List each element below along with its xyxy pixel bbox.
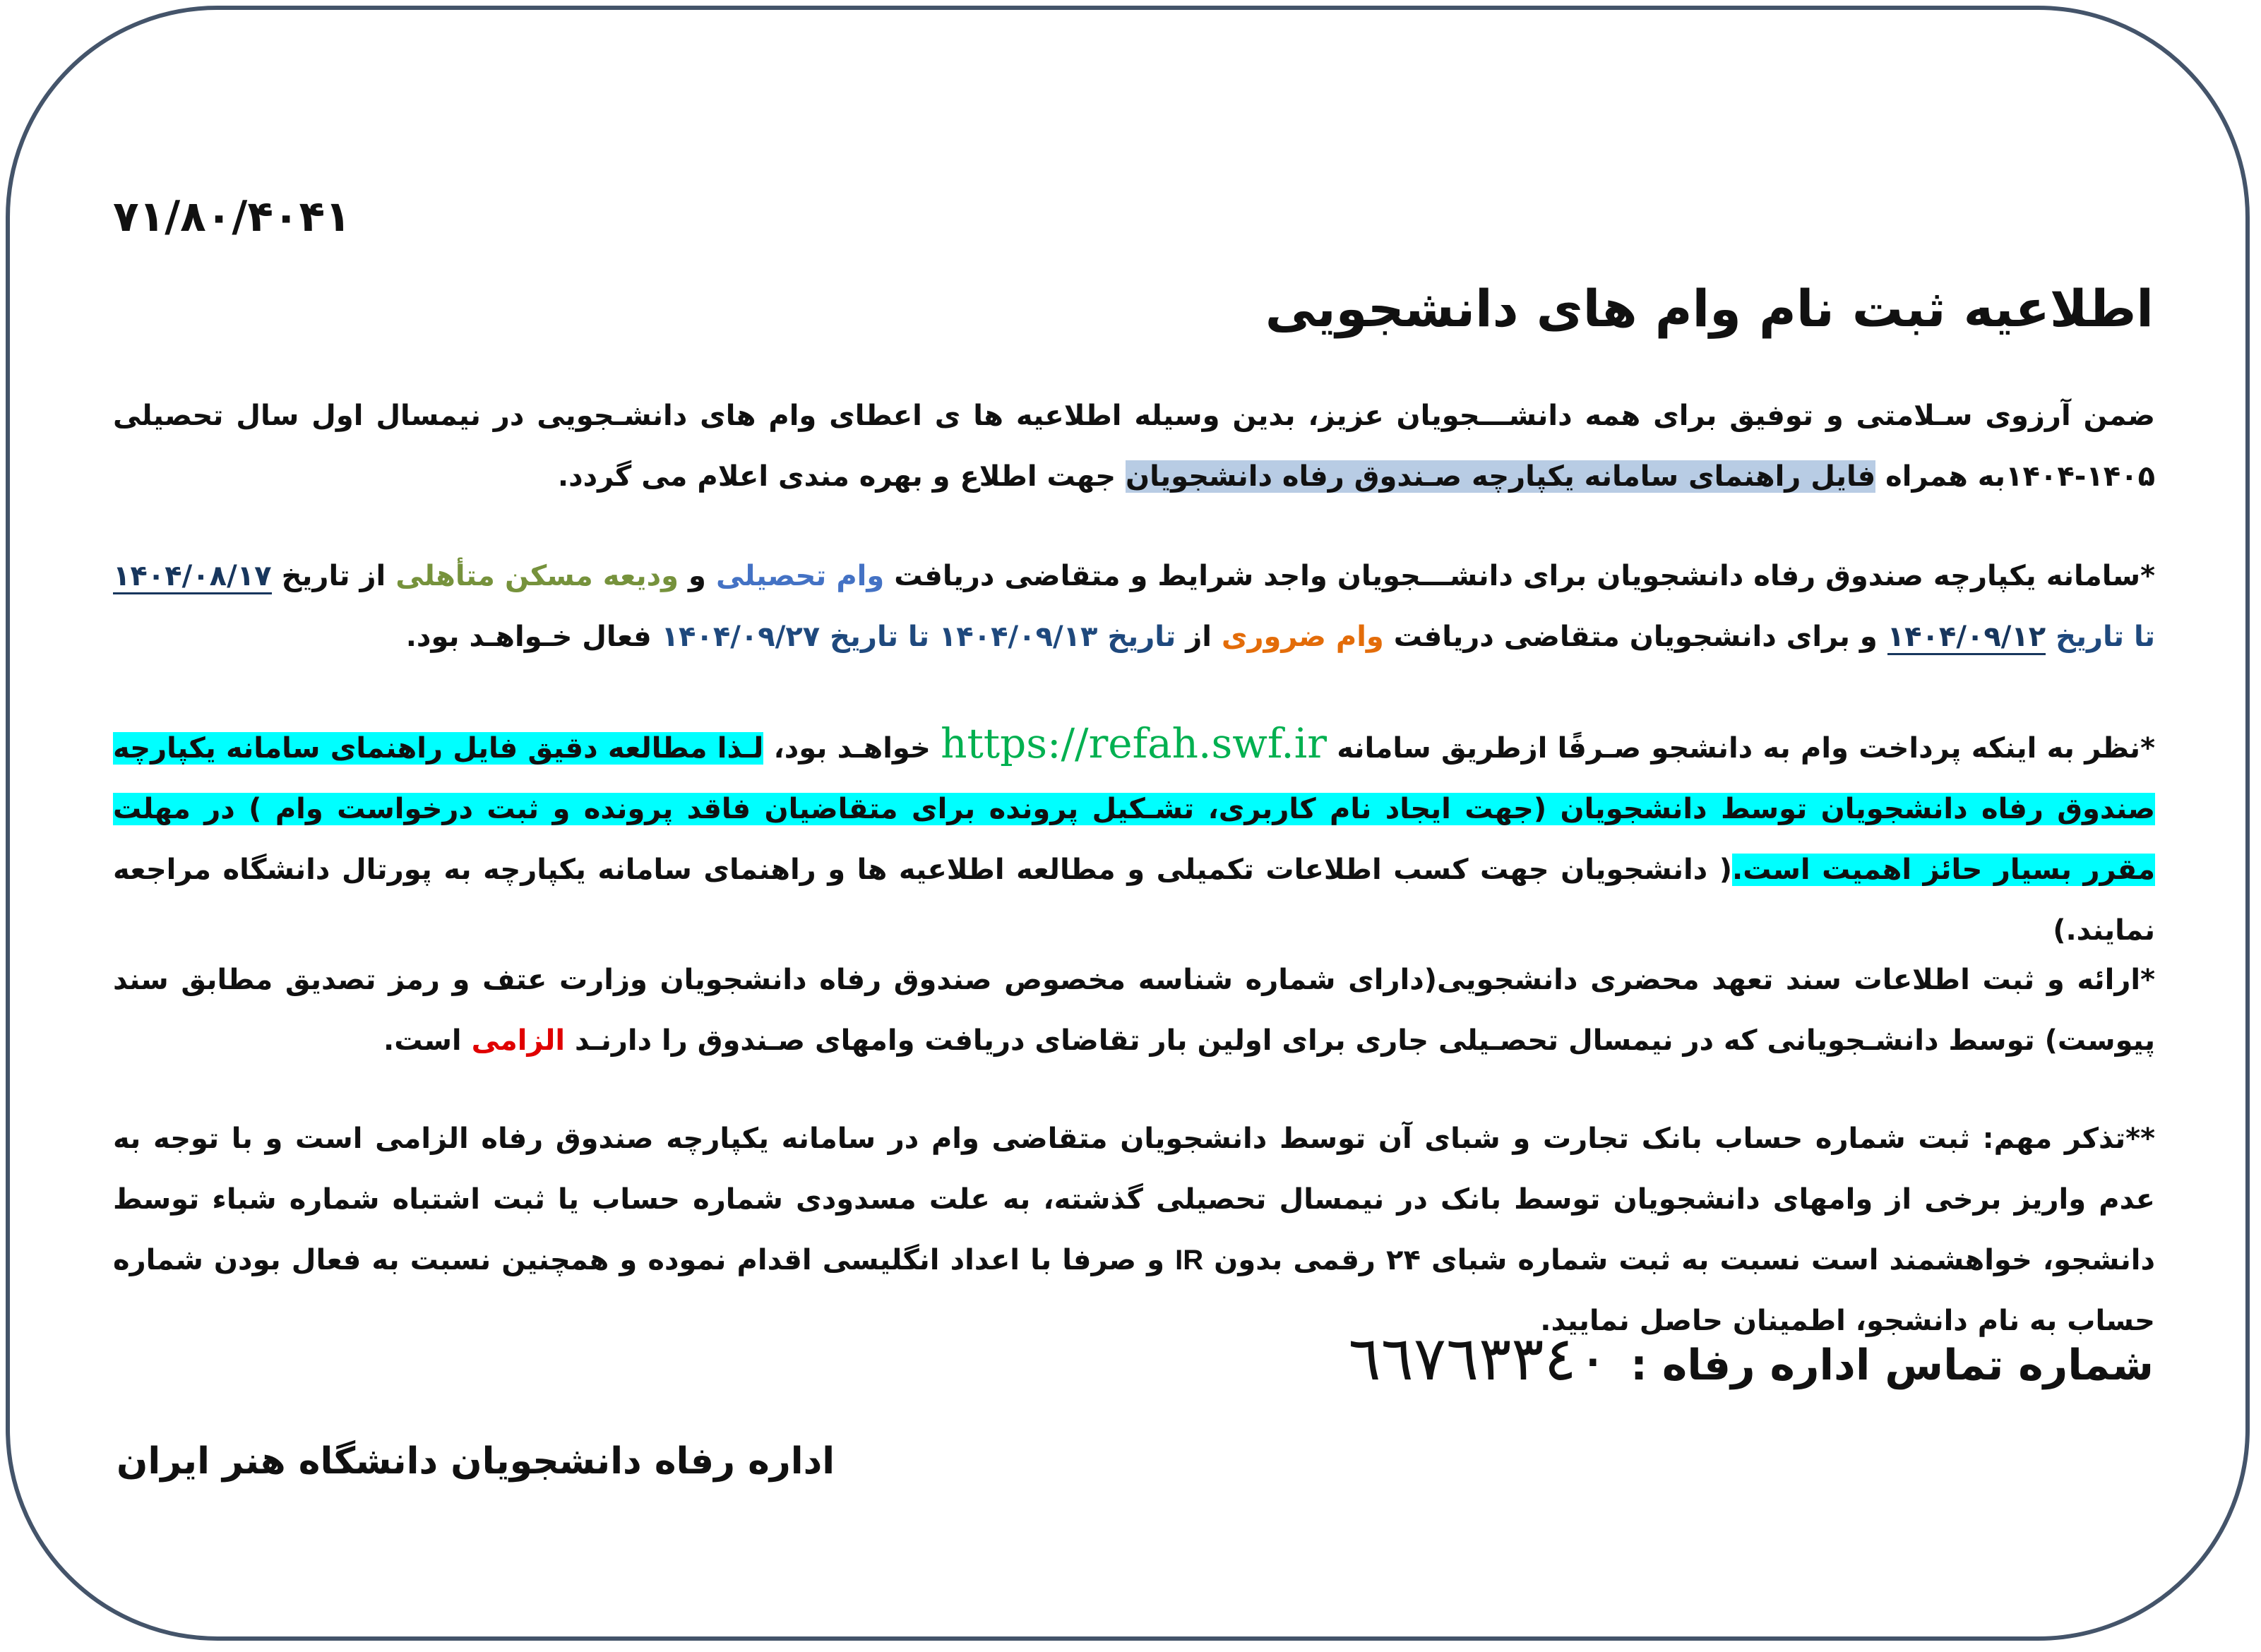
dates-text-from-2: از — [1176, 621, 1222, 653]
intro-text-end: جهت اطلاع و بهره مندی اعلام می گردد. — [557, 460, 1126, 493]
intro-paragraph — [113, 385, 2155, 507]
note-text-end: و صرفا با اعداد انگلیسی اقدام نموده و همچنین نسبت به فعال بودن شماره حساب به نام دانشجو، اطمینان حاصل نمایید. — [113, 1244, 2155, 1337]
announcement-title: اطلاعیه ثبت نام وام های دانشجویی — [1265, 279, 2154, 338]
ir-prefix: IR — [1175, 1245, 1204, 1276]
notary-text: *ارائه و ثبت اطلاعات سند تعهد محضری دانشجویی(دارای شماره شناسه مخصوص صندوق رفاه دانشجویان وزارت عتف و رمز تصدیق مطابق سند پیوست) توسط دانشـجویانی که در نیمسال تحصـیلی جاری برای اولین بار تقاضای دریافت وامهای صـندوق را دارنـد — [113, 964, 2155, 1057]
housing-deposit-label: ودیعه مسکن متأهلی — [395, 560, 679, 592]
announcement-date: ۱۴۰۴/۰۸/۱۷ — [113, 192, 351, 241]
phone-number: ٦٦٧٦٣٣٤٠ — [1348, 1324, 1609, 1394]
end-date: ۱۴۰۴/۰۹/۱۲ — [1887, 621, 2046, 655]
dates-text: *سامانه یکپارچه صندوق رفاه دانشجویان برای دانشـــجویان واجد شرایط و متقاضی دریافت — [884, 560, 2156, 592]
dates-text-and: و — [679, 560, 716, 592]
intro-text: ضمن آرزوی سـلامتی و توفیق برای همه دانشـــجویان عزیز، بدین وسیله اطلاعیه ها ی اعطای وام های دانشـجویی در نیمسال اول سال تحصیلی ۱۴۰۵-۱۴۰۴به همراه — [113, 400, 2155, 493]
portal-text-2: خواهـد بود، — [763, 732, 941, 765]
education-loan-label: وام تحصیلی — [715, 560, 885, 592]
urgent-loan-label: وام ضروری — [1221, 621, 1384, 653]
dates-text-end: فعال خـواهـد بود. — [405, 621, 662, 653]
guide-study-highlight: لـذا مطالعه دقیق فایل راهنمای سامانه یکپارچه صندوق رفاه دانشجویان توسط دانشجویان (جهت ایجاد نام کاربری، تشـکیل پرونده برای متقاضیان فاقد پرونده و ثبت درخواست وام ) در مهلت مقرر بسیار حائز اهمیت است. — [113, 732, 2155, 886]
refah-url-link[interactable]: https://refah.swf.ir — [941, 719, 1327, 767]
office-signature: اداره رفاه دانشجویان دانشگاه هنر ایران — [117, 1440, 835, 1483]
until-date-label: تا تاریخ — [2046, 621, 2155, 653]
notary-paragraph — [113, 950, 2155, 1071]
portal-text: *نظر به اینکه پرداخت وام به دانشجو صـرفًا ازطریق سامانه — [1327, 732, 2155, 765]
guide-file-highlight: فایل راهنمای سامانه یکپارچه صـندوق رفاه دانشجویان — [1125, 460, 1876, 493]
portal-paragraph — [113, 713, 2155, 961]
registration-dates-paragraph — [113, 546, 2155, 667]
required-label: الزامی — [471, 1024, 566, 1057]
dates-text-from: از تاریخ — [271, 560, 396, 592]
portal-text-end: ( دانشجویان جهت کسب اطلاعات تکمیلی و مطالعه اطلاعیه ها و راهنمای سامانه یکپارچه به پورتال دانشگاه مراجعه نمایند.) — [113, 854, 2155, 947]
start-date: ۱۴۰۴/۰۸/۱۷ — [113, 560, 272, 594]
note-text: **تذکر مهم: ثبت شماره حساب بانک تجارت و شبای آن توسط دانشجویان متقاضی وام در سامانه یکپارچه صندوق رفاه الزامی است و با توجه به عدم واریز برخی از وامهای دانشجویان توسط بانک در نیمسال تحصیلی گذشته، به علت مسدودی شماره حساب یا ثبت اشتباه شماره شباء توسط دانشجو، خواهشمند است نسبت به ثبت شماره شبای ۲۴ رقمی بدون — [113, 1123, 2155, 1276]
contact-label: شماره تماس اداره رفاه : — [1630, 1341, 2154, 1390]
urgent-loan-date-range: تاریخ ۱۴۰۴/۰۹/۱۳ تا تاریخ ۱۴۰۴/۰۹/۲۷ — [661, 621, 1176, 653]
dates-text-urgent: و برای دانشجویان متقاضی دریافت — [1383, 621, 1887, 653]
notary-text-end: است. — [383, 1024, 472, 1057]
important-note-paragraph — [113, 1108, 2155, 1351]
contact-line — [1348, 1324, 2154, 1394]
